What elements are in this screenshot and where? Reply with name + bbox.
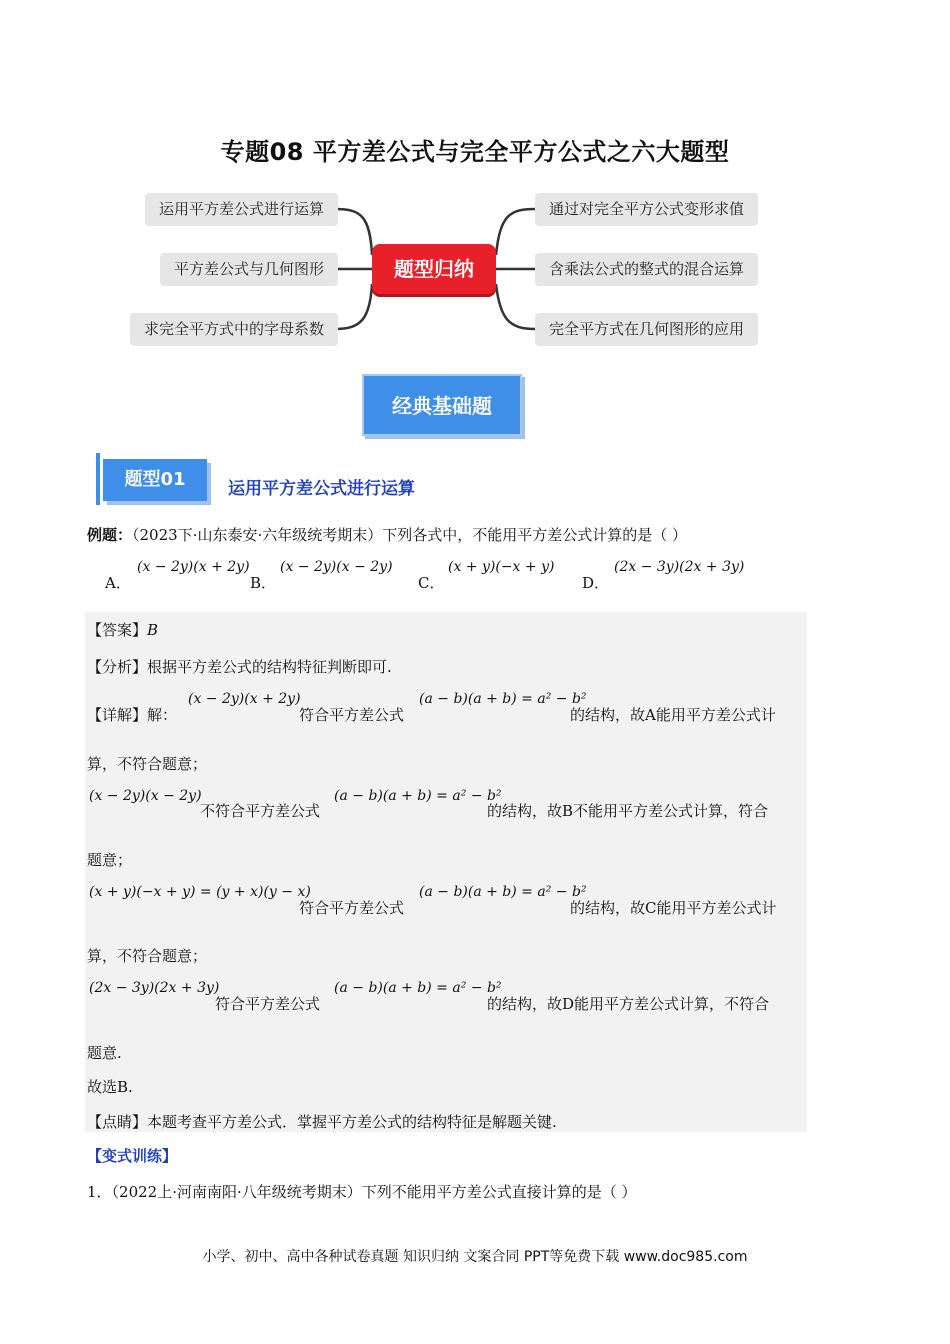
example-label: 例题：: [87, 526, 133, 544]
detail-4-expr: (2x − 3y)(2x + 3y): [89, 980, 220, 996]
mindmap-right-2: 含乘法公式的整式的混合运算: [535, 253, 758, 286]
type-label: 运用平方差公式进行运算: [228, 479, 415, 499]
option-d-expr: (2x − 3y)(2x + 3y): [614, 559, 745, 575]
option-b-letter: B．: [250, 574, 277, 592]
analysis-line: 【分析】根据平方差公式的结构特征判断即可.: [87, 658, 392, 676]
mindmap-right-1: 通过对完全平方公式变形求值: [535, 193, 758, 226]
detail-1-tail: 的结构，故A能用平方差公式计: [570, 706, 776, 724]
detail-1-expr: (x − 2y)(x + 2y): [188, 691, 301, 707]
option-d-letter: D．: [582, 574, 610, 592]
option-a-expr: (x − 2y)(x + 2y): [137, 559, 250, 575]
mindmap-left-1: 运用平方差公式进行运算: [145, 193, 338, 226]
detail-2-formula: (a − b)(a + b) = a² − b²: [334, 788, 502, 804]
detail-1-cont: 算，不符合题意；: [87, 755, 208, 773]
mindmap-right-3: 完全平方式在几何图形的应用: [535, 313, 758, 346]
solution-panel: [85, 612, 807, 1132]
detail-4-formula: (a − b)(a + b) = a² − b²: [334, 980, 502, 996]
answer-line: 【答案】B: [87, 621, 159, 639]
detail-2-expr: (x − 2y)(x − 2y): [89, 788, 202, 804]
page-footer: 小学、初中、高中各种试卷真题 知识归纳 文案合同 PPT等免费下载 www.doc985.com: [202, 1249, 748, 1265]
detail-3-cont: 算，不符合题意；: [87, 947, 208, 965]
type-tag: 题型01: [103, 459, 207, 501]
detail-1-mid: 符合平方差公式: [299, 706, 405, 724]
mindmap-left-2: 平方差公式与几何图形: [160, 253, 338, 286]
comment-line: 【点睛】本题考查平方差公式．掌握平方差公式的结构特征是解题关键.: [87, 1113, 557, 1131]
detail-2-tail: 的结构，故B不能用平方差公式计算，符合: [487, 802, 769, 820]
detail-2-cont: 题意；: [87, 851, 133, 869]
detail-1-formula: (a − b)(a + b) = a² − b²: [419, 691, 587, 707]
mindmap-left-3: 求完全平方式中的字母系数: [130, 313, 338, 346]
detail-3-mid: 符合平方差公式: [299, 899, 405, 917]
mindmap-center: 题型归纳: [372, 244, 496, 294]
detail-line-1: 【详解】解：: [87, 706, 178, 724]
detail-4-mid: 符合平方差公式: [215, 995, 321, 1013]
practice-question-1: 1．（2022上·河南南阳·八年级统考期末）下列不能用平方差公式直接计算的是（ ）: [87, 1183, 637, 1201]
tag-accent: [96, 453, 100, 505]
example-question: 例题：（2023下·山东泰安·六年级统考期末）下列各式中，不能用平方差公式计算的是（ ）: [87, 526, 687, 544]
detail-4-cont: 题意.: [87, 1044, 122, 1062]
practice-label: 【变式训练】: [87, 1147, 178, 1165]
detail-4-tail: 的结构，故D能用平方差公式计算，不符合: [487, 995, 770, 1013]
detail-3-formula: (a − b)(a + b) = a² − b²: [419, 884, 587, 900]
option-c-expr: (x + y)(−x + y): [448, 559, 555, 575]
option-c-letter: C．: [418, 574, 445, 592]
detail-2-mid: 不符合平方差公式: [200, 802, 321, 820]
choose-line: 故选B.: [87, 1078, 133, 1096]
detail-3-expr: (x + y)(−x + y) = (y + x)(y − x): [89, 884, 311, 900]
page-title: 专题08 平方差公式与完全平方公式之六大题型: [220, 138, 730, 166]
section-banner: 经典基础题: [362, 374, 522, 436]
option-a-letter: A．: [105, 574, 131, 592]
option-b-expr: (x − 2y)(x − 2y): [280, 559, 393, 575]
detail-3-tail: 的结构，故C能用平方差公式计: [570, 899, 777, 917]
